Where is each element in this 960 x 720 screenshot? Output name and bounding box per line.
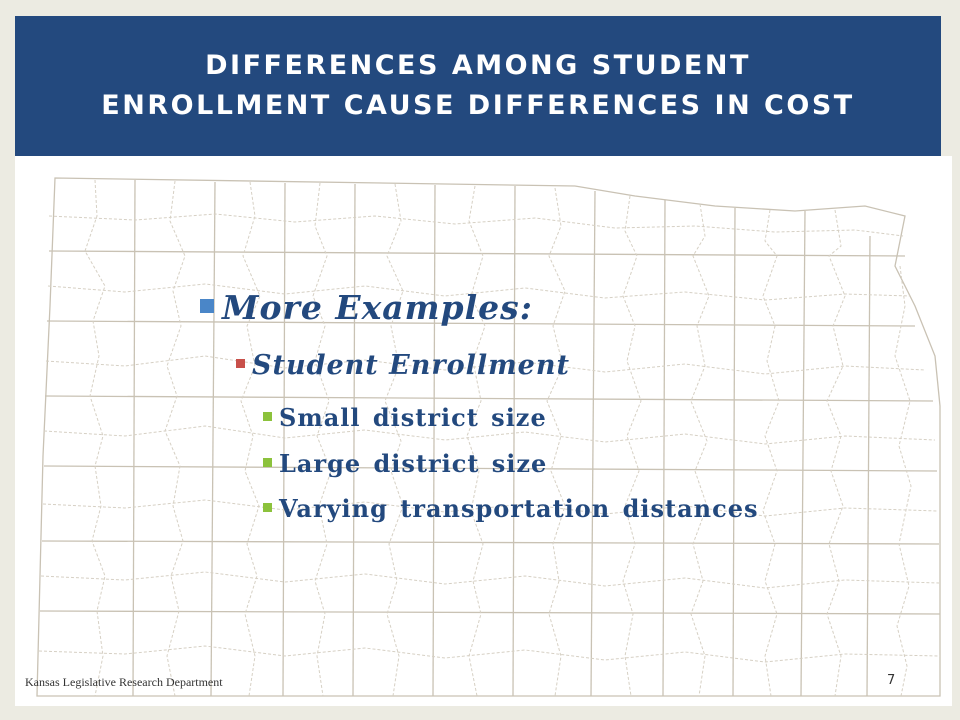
header-banner [15,16,941,156]
bullet-level2-text: Student Enrollment [252,350,570,381]
slide-title-line-2: ENROLLMENT CAUSE DIFFERENCES IN COST [101,90,855,121]
map-county-grid [37,178,940,696]
footer-organization: Kansas Legislative Research Department [25,675,223,689]
page-number: 7 [887,673,896,688]
slide-title-line-1: DIFFERENCES AMONG STUDENT [205,50,751,81]
slide-title [101,46,854,126]
bullet-level3-text: Large district size [279,449,548,478]
bullet-level1-text: More Examples: [222,288,533,327]
bullet-level3-text: Small district size [279,403,547,432]
district-map-image [15,156,952,706]
bullet-level3-text: Varying transportation distances [279,494,759,523]
